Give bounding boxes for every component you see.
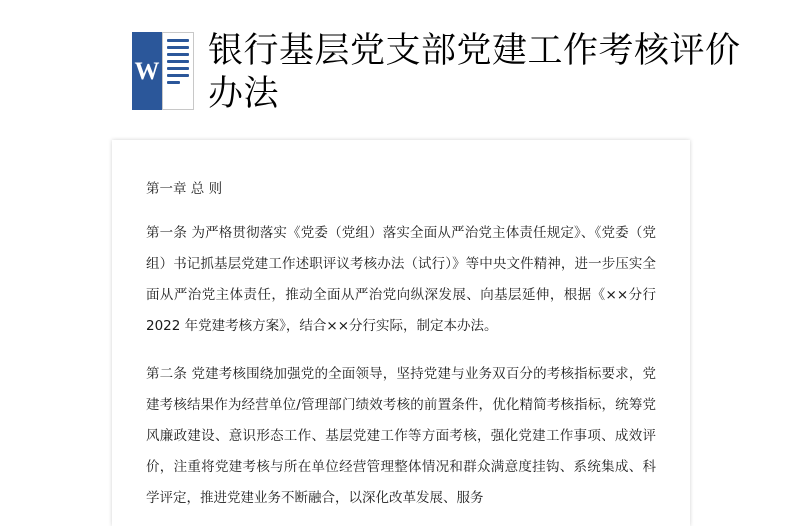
word-icon-lines-block <box>162 32 194 110</box>
word-icon-line <box>167 39 189 42</box>
word-icon-letter-block <box>132 32 162 110</box>
word-icon-line <box>167 53 189 56</box>
document-header <box>0 0 800 114</box>
document-paragraph: 第一章 总 则 <box>146 181 223 197</box>
page-title: 银行基层党支部党建工作考核评价办法 <box>208 31 741 114</box>
word-icon-line <box>167 46 189 49</box>
word-document-icon <box>132 32 194 110</box>
word-icon-line <box>167 81 180 84</box>
word-icon-line <box>167 74 189 77</box>
document-paragraph: 第一条 为严格贯彻落实《党委（党组）落实全面从严治党主体责任规定》、《党委（党组）书记抓基层党建工作述职评议考核办法（试行）》等中央文件精神，进一步压实全面从严治党主体责任，推动全面从严治党向纵深发展、向基层延伸，根据《××分行 2022 年党建考核方案》，结合××分行实际，制定本办法。 <box>146 225 656 334</box>
word-icon-letter: W <box>134 57 160 85</box>
document-paragraph: 第二条 党建考核围绕加强党的全面领导，坚持党建与业务双百分的考核指标要求，党建考核结果作为经营单位/管理部门绩效考核的前置条件，优化精简考核指标，统筹党风廉政建设、意识形态工作、基层党建工作等方面考核，强化党建工作事项、成效评价，注重将党建考核与所在单位经营管理整体情况和群众满意度挂钩、系统集成、科学评定，推进党建业务不断融合，以深化改革发展、服务 <box>146 366 656 506</box>
word-icon-line <box>167 67 189 70</box>
document-body-sheet <box>112 140 690 526</box>
word-icon-line <box>167 60 189 63</box>
